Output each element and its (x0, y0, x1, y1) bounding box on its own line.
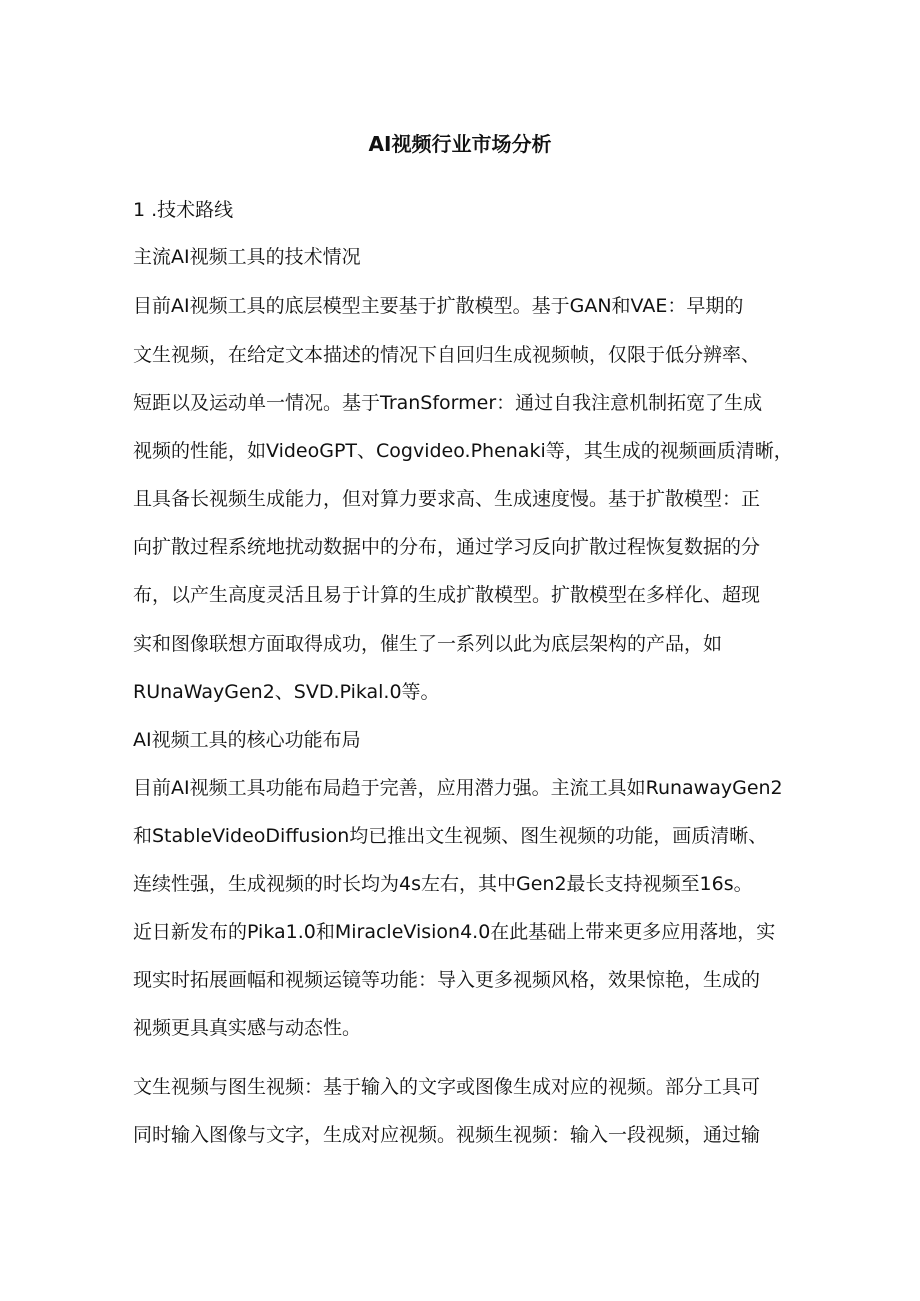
paragraph-line: 近日新发布的Pika1.0和MiracleVision4.0在此基础上带来更多应用落地，实 (133, 921, 776, 943)
subsection-heading: 主流AI视频工具的技术情况 (133, 246, 361, 268)
paragraph-line: 文生视频与图生视频：基于输入的文字或图像生成对应的视频。部分工具可 (133, 1076, 761, 1098)
paragraph-line: 目前AI视频工具功能布局趋于完善，应用潜力强。主流工具如RunawayGen2 (133, 777, 783, 799)
paragraph-line: 向扩散过程系统地扰动数据中的分布，通过学习反向扩散过程恢复数据的分 (133, 536, 761, 558)
paragraph-line: 现实时拓展画幅和视频运镜等功能：导入更多视频风格，效果惊艳，生成的 (133, 969, 761, 991)
paragraph-line: 同时输入图像与文字，生成对应视频。视频生视频：输入一段视频，通过输 (133, 1124, 761, 1146)
paragraph-line: 目前AI视频工具的底层模型主要基于扩散模型。基于GAN和VAE：早期的 (133, 295, 744, 317)
paragraph-line: 实和图像联想方面取得成功，催生了一系列以此为底层架构的产品，如 (133, 633, 723, 655)
paragraph-line: 视频更具真实感与动态性。 (133, 1017, 362, 1039)
section-heading: 1 .技术路线 (133, 199, 234, 221)
paragraph-line: 短距以及运动单一情况。基于TranSformer：通过自我注意机制拓宽了生成 (133, 392, 763, 414)
paragraph-line: RUnaWayGen2、SVD.Pikal.0等。 (133, 681, 440, 703)
paragraph-line: 连续性强，生成视频的时长均为4s左右，其中Gen2最长支持视频至16s。 (133, 873, 753, 895)
paragraph-line: 视频的性能，如VideoGPT、Cogvideo.Phenaki等，其生成的视频画质清晰， (133, 440, 793, 462)
subsection-heading: AI视频工具的核心功能布局 (133, 729, 361, 751)
document-title: AI视频行业市场分析 (368, 132, 552, 156)
paragraph-line: 布，以产生高度灵活且易于计算的生成扩散模型。扩散模型在多样化、超现 (133, 584, 761, 606)
paragraph-line: 且具备长视频生成能力，但对算力要求高、生成速度慢。基于扩散模型：正 (133, 488, 761, 510)
paragraph-line: 和StableVideoDiffusion均已推出文生视频、图生视频的功能，画质清晰、 (133, 825, 768, 847)
paragraph-line: 文生视频，在给定文本描述的情况下自回归生成视频帧，仅限于低分辨率、 (133, 344, 761, 366)
